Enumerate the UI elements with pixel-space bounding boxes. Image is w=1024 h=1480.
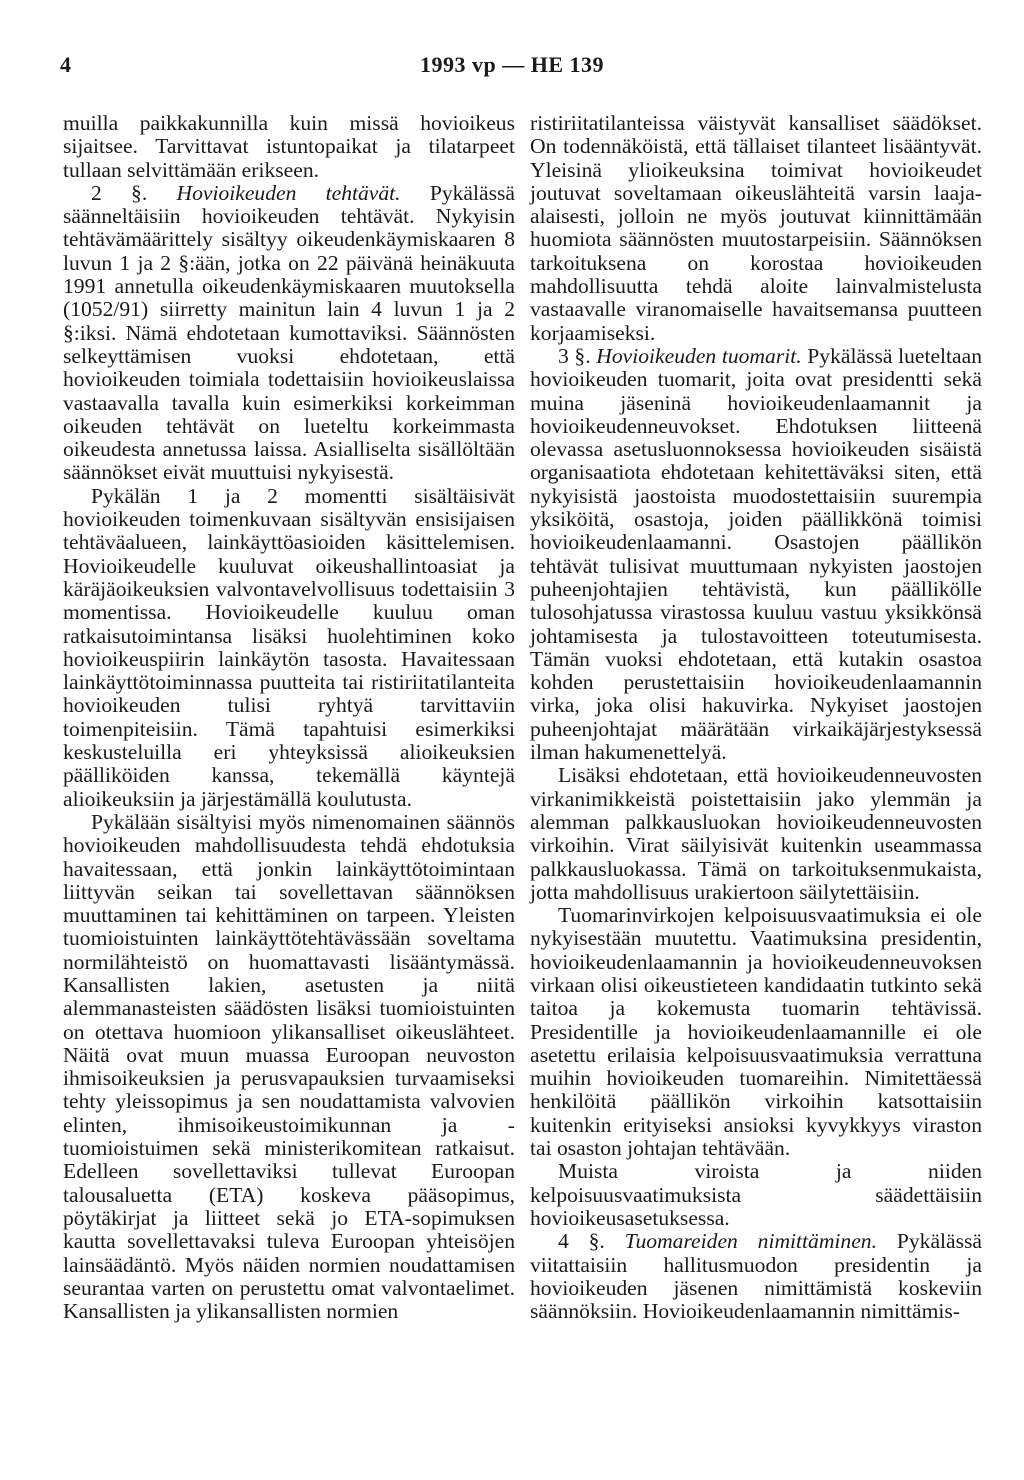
section-number: 2 §. <box>91 180 148 205</box>
right-column <box>530 112 982 1323</box>
paragraph: muilla paikkakunnilla kuin missä hovioikeus sijaitsee. Tarvittavat istuntopaikat ja tilatarpeet tullaan selvittämään erikseen. <box>63 111 515 182</box>
section-heading: Hovioikeuden tuomarit. <box>596 343 802 368</box>
section-number: 3 §. <box>558 343 591 368</box>
section-number: 4 §. <box>558 1229 605 1254</box>
page-number: 4 <box>60 52 71 77</box>
section-heading: Tuomareiden nimittäminen. <box>624 1229 878 1254</box>
section-heading: Hovioikeuden tehtävät. <box>176 180 401 205</box>
section-paragraph <box>530 345 982 764</box>
paragraph: ristiriitatilanteissa väistyvät kansalliset säädökset. On todennäköistä, että tällaiset tilanteet lisääntyvät. Yleisinä ylioikeuksina toimivat hovioikeudet joutuvat soveltamaan oikeuslähteitä varsin laaja-alaisesti, jolloin ne myös joutuvat kiinnittämään huomiota säännösten muutostarpeisiin. Säännöksen tarkoituksena on korostaa hovioikeuden mahdollisuutta tehdä aloite lainvalmistelusta vastaavalle viranomaiselle havaitsemansa puutteen korjaamiseksi. <box>530 111 982 345</box>
section-paragraph <box>63 182 515 485</box>
paragraph: Muista viroista ja niiden kelpoisuusvaatimuksista säädettäisiin hovioikeusasetuksessa. <box>530 1159 982 1230</box>
section-text: Pykälässä viitattaisiin hallitusmuodon presidentin ja hovioikeuden jäsenen nimittämistä koskeviin säännöksiin. Hovioikeudenlaamannin nimittämis- <box>530 1229 983 1324</box>
paragraph: Pykälän 1 ja 2 momentti sisältäisivät hovioikeuden toimenkuvaan sisältyvän ensisijaisen tehtäväalueen, lainkäyttöasioiden käsittelemisen. Hovioikeudelle kuuluvat oikeushallintoasiat ja käräjäoikeuksien valvontavelvollisuus todettaisiin 3 momentissa. Hovioikeudelle kuuluu oman ratkaisutoimintansa lisäksi huolehtiminen koko hovioikeuspiirin lainkäytön tasosta. Havaitessaan lainkäyttötoiminnassa puutteita tai ristiriitatilanteita hovioikeuden tulisi ryhtyä tarvittaviin toimenpiteisiin. Tämä tapahtuisi esimerkiksi keskusteluilla eri yhteyksissä alioikeuksien päälliköiden kanssa, tekemällä käyntejä alioikeuksiin ja järjestämällä koulutusta. <box>63 483 515 811</box>
section-text: Pykälässä lueteltaan hovioikeuden tuomarit, joita ovat presidentti sekä muina jäseninä hovioikeudenlaamannit ja hovioikeudenneuvokset. Ehdotuksen liitteenä olevassa asetusluonnoksessa hovioikeuden sisäistä organisaatiota ehdotetaan kehitettäväksi siten, että nykyisistä jaostoista muodostettaisiin suurempia yksiköitä, osastoja, joiden päällikkönä toimisi hovioikeudenlaamanni. Osastojen päällikön tehtävät tulisivat muuttumaan nykyisten jaostojen puheenjohtajien tehtävistä, kun päällikölle tulosohjatussa virastossa kuuluu vastuu yksikkönsä johtamisesta ja tulostavoitteen toteutumisesta. Tämän vuoksi ehdotetaan, että kutakin osastoa kohden perustettaisiin hovioikeudenlaamannin virka, joka olisi hakuvirka. Nykyiset jaostojen puheenjohtajat määrätään virkaikäjärjestyksessä ilman hakumenettelyä. <box>530 343 982 765</box>
paragraph: Tuomarinvirkojen kelpoisuusvaatimuksia ei ole nykyisestään muutettu. Vaatimuksina presidentin, hovioikeudenlaamannin ja hovioikeudenneuvoksen virkaan olisi oikeustieteen kandidaatin tutkinto sekä taitoa ja kokemusta tuomarin tehtävissä. Presidentille ja hovioikeudenlaamannille ei ole asetettu erilaisia kelpoisuusvaatimuksia verrattuna muihin hovioikeuden tuomareihin. Nimitettäessä henkilöitä päällikön virkoihin katsottaisiin kuitenkin erityiseksi ansioksi kyvykkyys viraston tai osaston johtajan tehtävään. <box>530 903 982 1161</box>
paragraph: Lisäksi ehdotetaan, että hovioikeudenneuvosten virkanimikkeistä poistettaisiin jako ylemmän ja alemman palkkausluokan hovioikeudenneuvosten virkoihin. Virat säilyisivät kuitenkin useammassa palkkausluokassa. Tämä on tarkoituksenmukaista, jotta mahdollisuus urakiertoon säilytettäisiin. <box>530 763 982 904</box>
paragraph: Pykälään sisältyisi myös nimenomainen säännös hovioikeuden mahdollisuudesta tehdä ehdotuksia havaitessaan, että jonkin lainkäyttötoimintaan liittyvän seikan tai sovellettavan säännöksen muuttaminen tai kehittäminen on tarpeen. Yleisten tuomioistuinten lainkäyttötehtävässään soveltama normilähteistö on huomattavasti lisääntymässä. Kansallisten lakien, asetusten ja niitä alemmanasteisten säädösten lisäksi tuomioistuinten on otettava huomioon ylikansalliset oikeuslähteet. Näitä ovat muun muassa Euroopan neuvoston ihmisoikeuksien ja perusvapauksien turvaamiseksi tehty yleissopimus ja sen noudattamista valvovien elinten, ihmisoikeustoimikunnan ja -tuomioistuimen sekä ministerikomitean ratkaisut. Edelleen sovellettaviksi tullevat Euroopan talousaluetta (ETA) koskeva pääsopimus, pöytäkirjat ja liitteet sekä jo ETA-sopimuksen kautta sovellettavaksi tuleva Euroopan yhteisöjen lainsäädäntö. Myös näiden normien noudattamisen seurantaa varten on perustettu omat valvontaelimet. Kansallisten ja ylikansallisten normien <box>63 809 515 1324</box>
running-title: 1993 vp — HE 139 <box>419 52 605 77</box>
section-text: Pykälässä säänneltäisiin hovioikeuden tehtävät. Nykyisin tehtävämäärittely sisältyy oikeudenkäymiskaaren 8 luvun 1 ja 2 §:ään, jotka on 22 päivänä heinäkuuta 1991 annetulla oikeudenkäymiskaaren muutoksella (1052/91) siirretty mainitun lain 4 luvun 1 ja 2 §:iksi. Nämä ehdotetaan kumottaviksi. Säännösten selkeyttämisen vuoksi ehdotetaan, että hovioikeuden toimiala todettaisiin hovioikeuslaissa vastaavalla tavalla kuin esimerkiksi korkeimman oikeuden tehtävät on lueteltu korkeimmasta oikeudesta annetussa laissa. Asialliselta sisällöltään säännökset eivät muuttuisi nykyisestä. <box>63 180 515 485</box>
section-paragraph <box>530 1230 982 1323</box>
left-column <box>63 112 515 1323</box>
